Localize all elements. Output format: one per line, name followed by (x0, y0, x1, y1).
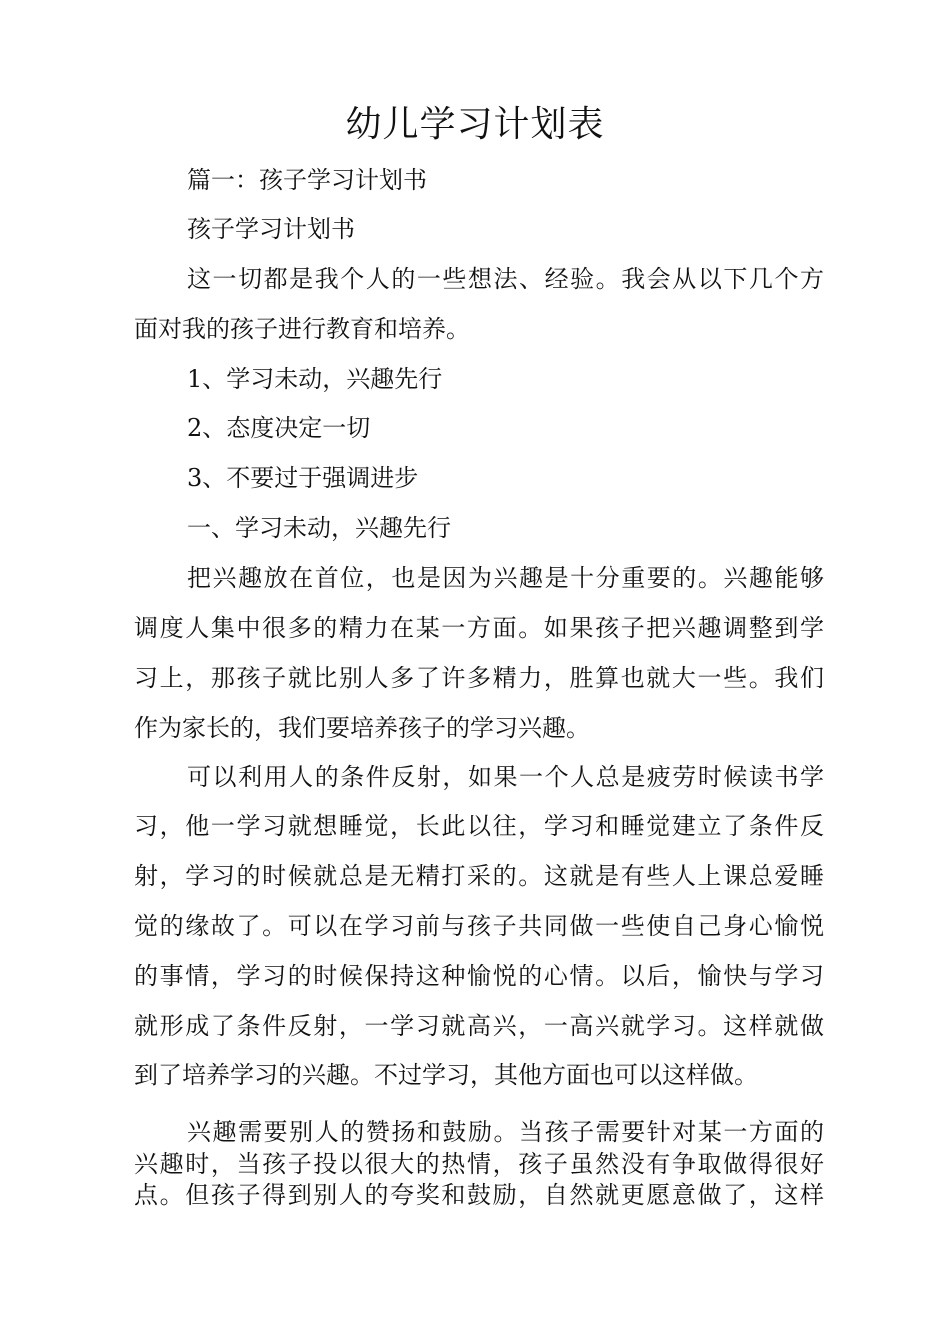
paragraph-line: 射，学习的时候就总是无精打采的。这就是有些人上课总爱睡 (134, 862, 824, 890)
paragraph-line: 习，他一学习就想睡觉，长此以往，学习和睡觉建立了条件反 (134, 812, 824, 840)
paragraph-line: 作为家长的，我们要培养孩子的学习兴趣。 (134, 714, 590, 742)
paragraph-line: 点。但孩子得到别人的夸奖和鼓励，自然就更愿意做了，这样 (134, 1181, 824, 1209)
paragraph-line: 这一切都是我个人的一些想法、经验。我会从以下几个方 (187, 265, 824, 293)
paragraph-line: 觉的缘故了。可以在学习前与孩子共同做一些使自己身心愉悦 (134, 912, 824, 940)
document-title: 幼儿学习计划表 (345, 104, 605, 145)
paragraph-line: 习上，那孩子就比别人多了许多精力，胜算也就大一些。我们 (134, 664, 824, 692)
list-item: 3、不要过于强调进步 (187, 464, 419, 492)
paragraph-line: 可以利用人的条件反射，如果一个人总是疲劳时候读书学 (187, 763, 824, 791)
paragraph-line: 把兴趣放在首位，也是因为兴趣是十分重要的。兴趣能够 (187, 564, 824, 592)
list-item: 2、态度决定一切 (187, 414, 371, 442)
subtitle: 孩子学习计划书 (187, 215, 355, 243)
paragraph-line: 调度人集中很多的精力在某一方面。如果孩子把兴趣调整到学 (134, 614, 824, 642)
section-heading: 篇一：孩子学习计划书 (187, 166, 427, 194)
paragraph-line: 兴趣时，当孩子投以很大的热情，孩子虽然没有争取做得很好 (134, 1150, 824, 1178)
section-heading: 一、学习未动，兴趣先行 (187, 514, 451, 542)
paragraph-line: 面对我的孩子进行教育和培养。 (134, 315, 470, 343)
paragraph-line: 的事情，学习的时候保持这种愉悦的心情。以后，愉快与学习 (134, 962, 824, 990)
paragraph-line: 到了培养学习的兴趣。不过学习，其他方面也可以这样做。 (134, 1061, 758, 1089)
paragraph-line: 兴趣需要别人的赞扬和鼓励。当孩子需要针对某一方面的 (187, 1118, 824, 1146)
paragraph-line: 就形成了条件反射，一学习就高兴，一高兴就学习。这样就做 (134, 1012, 824, 1040)
list-item: 1、学习未动，兴趣先行 (187, 365, 443, 393)
